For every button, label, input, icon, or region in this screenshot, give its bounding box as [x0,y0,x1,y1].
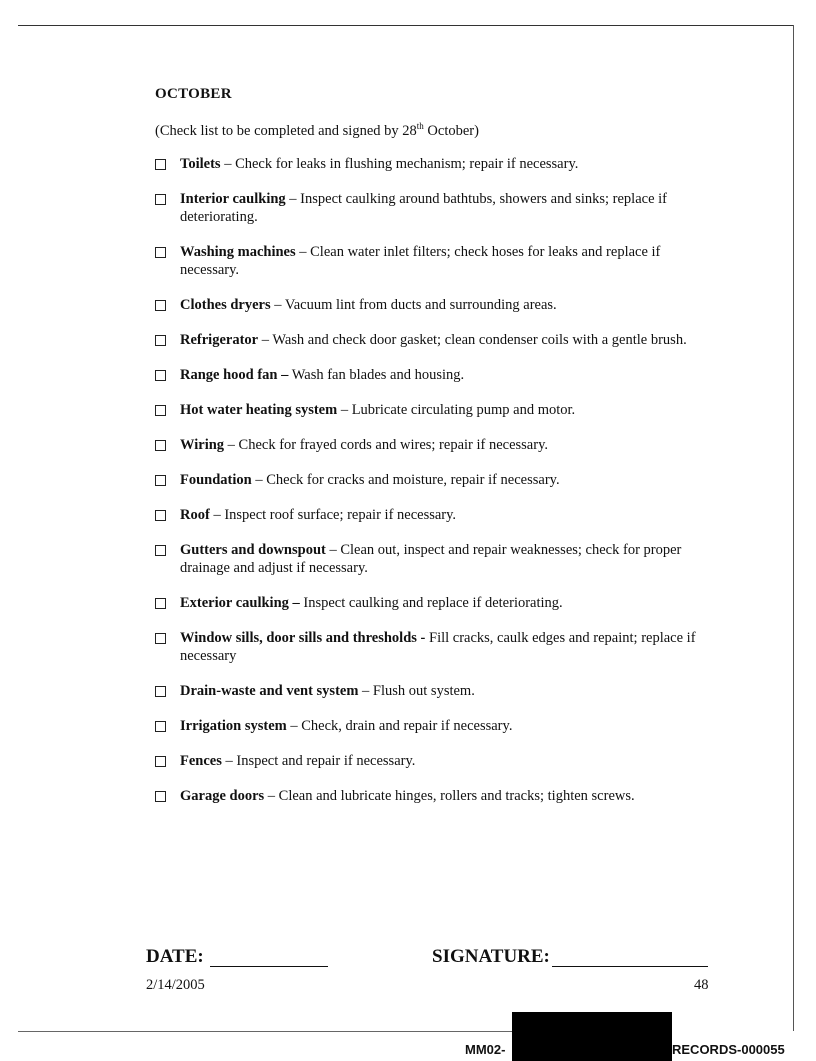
item-term: Washing machines [180,244,296,260]
checklist-item-text [180,682,710,700]
page-border-top [18,25,794,26]
item-term: Hot water heating system [180,402,338,418]
checklist-item-text [180,331,710,349]
checklist-item-text [180,155,710,173]
checklist-item [150,541,710,577]
date-label: DATE: [146,946,204,967]
item-term: Refrigerator [180,332,259,348]
page-number: 48 [694,977,709,993]
item-term: Window sills, door sills and thresholds - [180,630,426,646]
checklist-item-text [180,296,710,314]
instruction-after: October) [423,122,479,139]
item-term: Wiring [180,437,225,453]
checklist-item [150,366,710,384]
checklist-item [150,331,710,349]
item-term: Drain-waste and vent system [180,683,359,699]
redaction-block [512,1012,672,1061]
checklist-item-text [180,752,710,770]
checklist-item-text [180,436,710,454]
checkbox[interactable] [155,300,166,311]
checkbox[interactable] [155,475,166,486]
instruction-text [155,121,479,140]
item-term: Roof [180,507,210,523]
checkbox[interactable] [155,335,166,346]
checkbox[interactable] [155,194,166,205]
item-description: – Vacuum lint from ducts and surrounding areas. [270,297,557,313]
bates-prefix: MM02- [465,1042,506,1057]
item-term: Range hood fan – [180,367,289,383]
checklist-item-text [180,401,710,419]
page-border-bottom [18,1031,518,1032]
checkbox[interactable] [155,756,166,767]
checklist-item [150,629,710,665]
checklist-item-text [180,190,710,226]
checklist-item [150,787,710,805]
checklist-item-text [180,366,710,384]
checklist-item-text [180,471,710,489]
signature-field-line[interactable] [552,966,708,967]
signature-label: SIGNATURE: [432,946,550,967]
checkbox[interactable] [155,721,166,732]
item-description: Wash fan blades and housing. [288,367,465,383]
checkbox[interactable] [155,405,166,416]
checklist-item-text [180,541,710,577]
page-title: OCTOBER [155,86,232,102]
checklist-item-text [180,506,710,524]
item-description: – Inspect caulking around bathtubs, showers and sinks; replace if deteriorating. [180,191,668,225]
checkbox[interactable] [155,370,166,381]
item-term: Gutters and downspout [180,542,326,558]
item-description: Inspect caulking and replace if deteriorating. [299,595,563,611]
checklist-item [150,243,710,279]
item-term: Toilets [180,156,221,172]
checklist-item-text [180,787,710,805]
item-description: – Lubricate circulating pump and motor. [337,402,576,418]
item-description: – Inspect roof surface; repair if necessary. [209,507,457,523]
checkbox[interactable] [155,791,166,802]
instruction-before: (Check list to be completed and signed by 28 [155,122,417,139]
bates-suffix: RECORDS-000055 [672,1042,785,1057]
checklist-item [150,155,710,173]
item-term: Exterior caulking – [180,595,300,611]
item-description: – Flush out system. [358,683,475,699]
item-description: – Wash and check door gasket; clean condenser coils with a gentle brush. [258,332,687,348]
footer-date: 2/14/2005 [146,977,205,993]
checkbox[interactable] [155,633,166,644]
checklist-item [150,436,710,454]
item-description: – Clean out, inspect and repair weaknesses; check for proper drainage and adjust if necessary. [180,542,682,576]
checkbox[interactable] [155,247,166,258]
checklist-item [150,506,710,524]
item-description: – Clean and lubricate hinges, rollers and tracks; tighten screws. [264,788,635,804]
checklist-item [150,401,710,419]
checklist-item [150,682,710,700]
item-description: – Check for cracks and moisture, repair if necessary. [251,472,560,488]
checkbox[interactable] [155,545,166,556]
item-term: Clothes dryers [180,297,271,313]
checklist-item-text [180,717,710,735]
checkbox[interactable] [155,686,166,697]
item-term: Fences [180,753,222,769]
page-border-right [793,25,794,1031]
instruction-superscript: th [416,121,424,131]
checklist-item [150,752,710,770]
checkbox[interactable] [155,440,166,451]
checklist-item-text [180,243,710,279]
item-term: Irrigation system [180,718,287,734]
checkbox[interactable] [155,159,166,170]
checklist-item [150,594,710,612]
checklist-item [150,190,710,226]
item-term: Garage doors [180,788,265,804]
item-description: – Check for frayed cords and wires; repair if necessary. [224,437,549,453]
checklist-item-text [180,629,710,665]
item-description: – Clean water inlet filters; check hoses for leaks and replace if necessary. [180,244,661,278]
item-description: – Inspect and repair if necessary. [221,753,416,769]
checkbox[interactable] [155,510,166,521]
date-field-line[interactable] [210,966,328,967]
checkbox[interactable] [155,598,166,609]
item-description: – Check for leaks in flushing mechanism; repair if necessary. [220,156,579,172]
item-term: Foundation [180,472,252,488]
item-description: – Check, drain and repair if necessary. [286,718,513,734]
item-term: Interior caulking [180,191,286,207]
checklist-item-text [180,594,710,612]
checklist-item [150,717,710,735]
checklist [150,155,710,805]
checklist-item [150,296,710,314]
item-description: Fill cracks, caulk edges and repaint; replace if necessary [180,630,696,664]
checklist-item [150,471,710,489]
